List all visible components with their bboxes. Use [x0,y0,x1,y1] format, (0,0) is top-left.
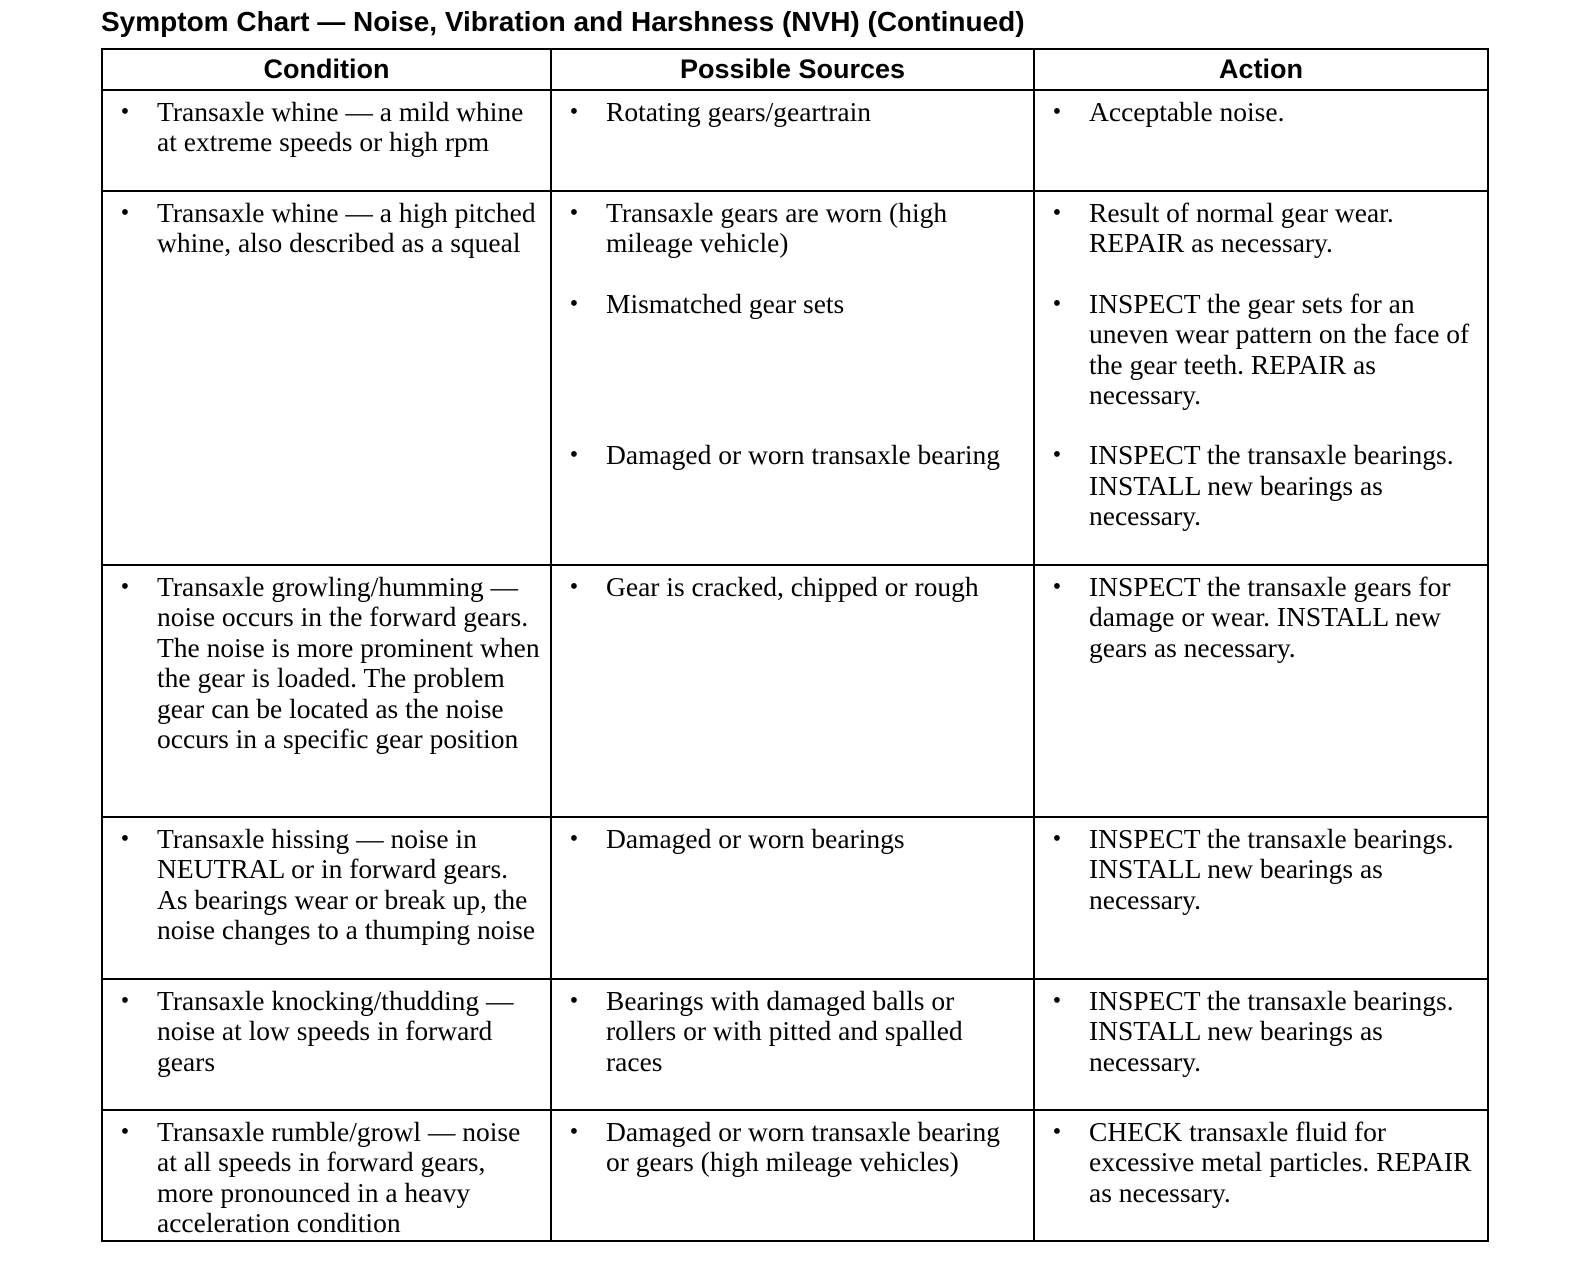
bullet-icon: • [1052,290,1062,317]
condition-text: Transaxle whine — a high pitched whine, also described as a squeal [157,197,536,259]
table-row [102,817,1488,979]
list-item [1035,1117,1487,1208]
bullet-icon: • [120,1119,130,1145]
action-cell [1034,90,1488,191]
action-text: Acceptable noise. [1089,96,1285,127]
action-text: INSPECT the transaxle gears for damage or wear. INSTALL new gears as necessary. [1089,571,1451,663]
action-cell [1034,979,1488,1110]
list-item [103,97,550,158]
list-item [1035,97,1487,127]
source-text: Damaged or worn bearings [606,823,905,854]
bullet-icon: • [569,442,579,469]
list-item [103,986,550,1077]
action-text: INSPECT the transaxle bearings. INSTALL new bearings as necessary. [1089,823,1454,915]
list-item [552,986,1033,1077]
bullet-icon: • [1052,574,1062,600]
symptom-chart-table [101,48,1489,1242]
action-cell [1034,817,1488,979]
list-item [1035,824,1487,915]
bullet-icon: • [1052,988,1062,1014]
source-text: Transaxle gears are worn (high mileage vehicle) [606,197,948,259]
condition-text: Transaxle hissing — noise in NEUTRAL or in forward gears. As bearings wear or break up, the noise changes to a thumping noise [157,823,536,946]
sources-cell [551,90,1034,191]
bullet-icon: • [1052,442,1062,469]
list-item [103,1117,550,1239]
source-text: Mismatched gear sets [606,287,845,319]
condition-cell [102,1110,551,1241]
bullet-icon: • [569,574,579,600]
condition-cell [102,191,551,565]
list-item [552,824,1033,854]
action-text: INSPECT the transaxle bearings. INSTALL new bearings as necessary. [1089,439,1454,532]
list-item [552,1117,1033,1178]
list-item [1035,572,1487,663]
condition-text: Transaxle knocking/thudding — noise at low speeds in forward gears [157,985,514,1077]
sources-cell [551,565,1034,817]
bullet-icon: • [569,988,579,1014]
list-item [1035,440,1487,531]
bullet-icon: • [120,200,130,226]
action-text: INSPECT the gear sets for an uneven wear pattern on the face of the gear teeth. REPAIR as necessary. [1089,287,1470,411]
table-row [102,979,1488,1110]
list-item [552,97,1033,127]
action-cell [1034,565,1488,817]
source-text: Bearings with damaged balls or rollers or with pitted and spalled races [606,985,963,1077]
bullet-icon: • [1052,99,1062,125]
bullet-icon: • [569,1119,579,1145]
bullet-icon: • [120,99,130,125]
list-item [1035,198,1487,259]
condition-cell [102,565,551,817]
header-condition: Condition [102,49,551,90]
source-text: Gear is cracked, chipped or rough [606,571,979,602]
bullet-icon: • [569,99,579,125]
bullet-icon: • [120,574,130,600]
bullet-icon: • [569,290,579,317]
header-possible-sources: Possible Sources [551,49,1034,90]
list-item [1035,289,1487,411]
action-cell [1034,1110,1488,1241]
table-row [102,90,1488,191]
list-item [1035,986,1487,1077]
action-text: INSPECT the transaxle bearings. INSTALL new bearings as necessary. [1089,985,1454,1077]
action-text: CHECK transaxle fluid for excessive metal particles. REPAIR as necessary. [1089,1116,1472,1208]
bullet-icon: • [1052,1119,1062,1145]
list-item [103,572,550,754]
condition-text: Transaxle rumble/growl — noise at all speeds in forward gears, more pronounced in a heavy acceleration condition [157,1116,521,1239]
list-item [552,198,1033,259]
header-action: Action [1034,49,1488,90]
condition-text: Transaxle whine — a mild whine at extreme speeds or high rpm [157,96,524,158]
condition-cell [102,90,551,191]
table-row [102,1110,1488,1241]
sources-cell [551,1110,1034,1241]
bullet-icon: • [569,826,579,852]
page-title: Symptom Chart — Noise, Vibration and Harshness (NVH) (Continued) [101,6,1025,37]
bullet-icon: • [120,988,130,1014]
table-row [102,191,1488,565]
source-text: Damaged or worn transaxle bearing or gears (high mileage vehicles) [606,1116,1001,1178]
list-item [103,824,550,946]
bullet-icon: • [1052,200,1062,226]
action-text: Result of normal gear wear. REPAIR as necessary. [1089,197,1394,259]
condition-cell [102,817,551,979]
condition-cell [102,979,551,1110]
list-item [552,572,1033,602]
bullet-icon: • [120,826,130,852]
list-item [552,440,1033,470]
source-text: Damaged or worn transaxle bearing [606,439,1001,471]
source-text: Rotating gears/geartrain [606,96,871,127]
sources-cell [551,979,1034,1110]
table-header-row [102,49,1488,90]
list-item [552,289,1033,319]
bullet-icon: • [569,200,579,226]
condition-text: Transaxle growling/humming — noise occurs in the forward gears. The noise is more prominent when the gear is loaded. The problem gear can be located as the noise occurs in a specific gear position [157,571,540,755]
table-row [102,565,1488,817]
action-cell [1034,191,1488,565]
sources-cell [551,817,1034,979]
list-item [103,198,550,259]
bullet-icon: • [1052,826,1062,852]
sources-cell [551,191,1034,565]
